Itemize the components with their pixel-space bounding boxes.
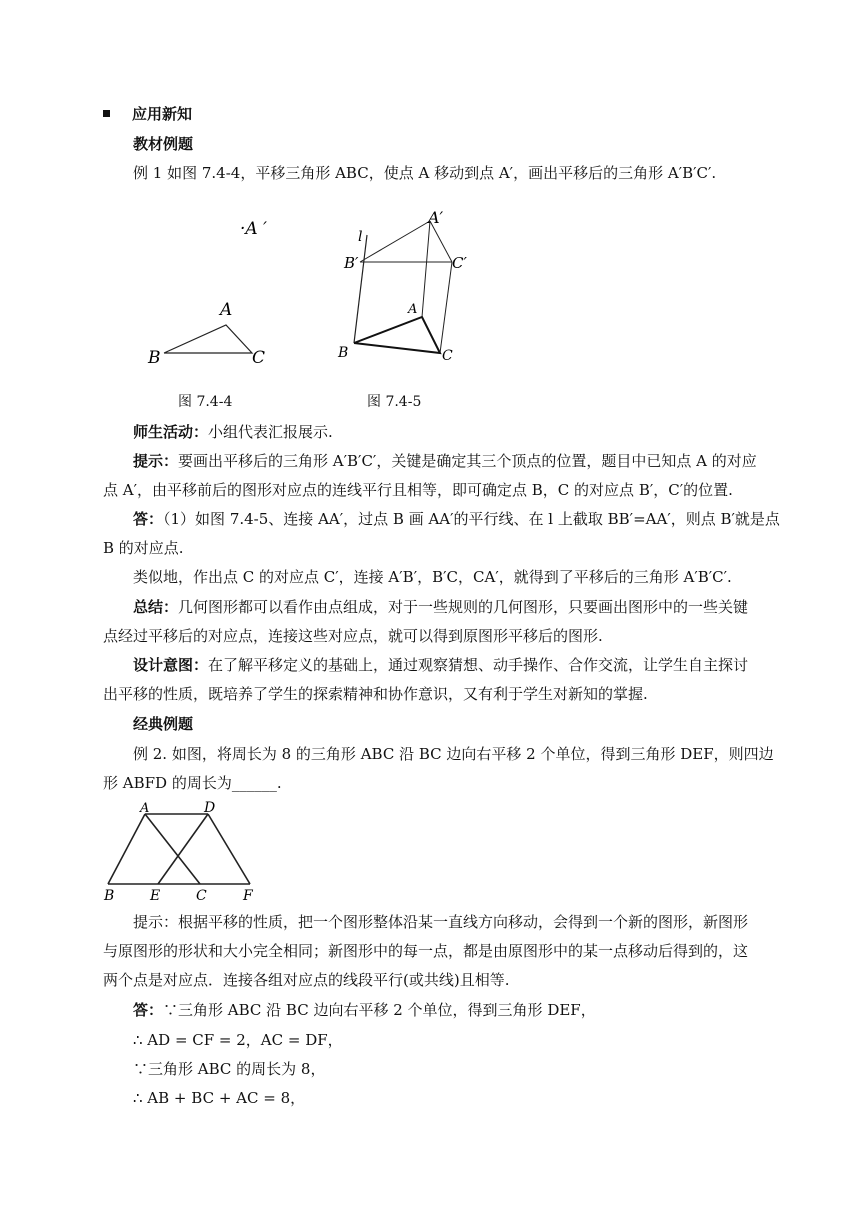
fig2-label-a: A xyxy=(408,302,418,317)
caption-7-4-5: 图 7.4-5 xyxy=(367,394,422,410)
segment-de xyxy=(158,814,208,884)
similar-line: 类似地，作出点 C 的对应点 C′，连接 A′B′，B′C，CA′，就得到了平移后的三角形 A′B′C′. xyxy=(133,568,732,586)
triangle-abc xyxy=(164,325,252,353)
fig3-label-b: B xyxy=(104,888,115,904)
classic-heading: 经典例题 xyxy=(133,715,194,733)
hint-line-1: 提示：要画出平移后的三角形 A′B′C′，关键是确定其三个顶点的位置，题目中已知点 A 的对应 xyxy=(133,452,757,470)
segment-a-a1 xyxy=(422,221,430,317)
textbook-heading: 教材例题 xyxy=(133,135,194,153)
summary-line-1: 总结：几何图形都可以看作由点组成，对于一些规则的几何图形，只要画出图形中的一些关键 xyxy=(133,598,749,616)
hint2-line-3: 两个点是对应点．连接各组对应点的线段平行(或共线)且相等. xyxy=(103,971,510,989)
hint-line-2: 点 A′，由平移前后的图形对应点的连线平行且相等，即可确定点 B，C 的对应点 B′，C′的位置. xyxy=(103,481,733,499)
fig1-label-a-prime: ·A ′ xyxy=(240,219,267,239)
figure-7-4-5 xyxy=(330,205,480,375)
triangle-abc-bold xyxy=(354,317,440,353)
segment-df xyxy=(208,814,250,884)
segment-c-c1 xyxy=(440,262,452,353)
square-bullet-icon xyxy=(103,110,110,117)
example-2-line-1: 例 2. 如图，将周长为 8 的三角形 ABC 沿 BC 边向右平移 2 个单位，得到三角形 DEF，则四边 xyxy=(133,745,774,763)
segment-ab xyxy=(108,814,145,884)
fig2-label-a-prime: A′ xyxy=(428,208,444,227)
fig3-label-c: C xyxy=(196,888,207,904)
answer2-line-3: ∵三角形 ABC 的周长为 8， xyxy=(133,1060,326,1078)
fig2-label-b: B xyxy=(338,345,349,361)
fig3-label-a: A xyxy=(140,801,150,816)
hint2-line-1: 提示：根据平移的性质，把一个图形整体沿某一直线方向移动，会得到一个新的图形，新图形 xyxy=(133,913,749,931)
summary-line-2: 点经过平移后的对应点，连接这些对应点，就可以得到原图形平移后的图形. xyxy=(103,627,603,645)
fig1-label-c: C xyxy=(252,348,266,368)
figure-abfd xyxy=(100,800,270,908)
fig2-label-l: l xyxy=(358,229,363,245)
hint2-line-2: 与原图形的形状和大小完全相同；新图形中的每一点，都是由原图形中的某一点移动后得到的，这 xyxy=(103,942,749,960)
example-1-text: 例 1 如图 7.4-4，平移三角形 ABC，使点 A 移动到点 A′，画出平移后的三角形 A′B′C′. xyxy=(133,164,717,182)
section-heading: 应用新知 xyxy=(103,104,763,124)
example-2-line-2: 形 ABFD 的周长为______. xyxy=(103,774,282,792)
design-line-2: 出平移的性质，既培养了学生的探索精神和协作意识，又有利于学生对新知的掌握. xyxy=(103,685,648,703)
fig3-label-e: E xyxy=(150,888,161,904)
figure-7-4-4 xyxy=(140,205,280,375)
answer2-line-2: ∴ AD = CF = 2，AC = DF， xyxy=(133,1031,343,1049)
answer-line-2: B 的对应点. xyxy=(103,539,184,557)
design-line-1: 设计意图：在了解平移定义的基础上，通过观察猜想、动手操作、合作交流，让学生自主探讨 xyxy=(133,656,749,674)
segment-b1-a1 xyxy=(360,221,430,262)
segment-ac xyxy=(145,814,200,884)
answer-line-1: 答：（1）如图 7.4-5、连接 AA′，过点 B 画 AA′的平行线、在 l 上截取 BB′=AA′，则点 B′就是点 xyxy=(133,510,780,528)
answer2-line-1: 答：∵三角形 ABC 沿 BC 边向右平移 2 个单位，得到三角形 DEF， xyxy=(133,1001,596,1019)
fig3-label-f: F xyxy=(243,888,253,904)
caption-7-4-4: 图 7.4-4 xyxy=(178,394,233,410)
fig2-label-c: C xyxy=(442,348,453,364)
answer2-line-4: ∴ AB + BC + AC = 8， xyxy=(133,1089,306,1107)
segment-a1-c1 xyxy=(430,221,452,262)
fig3-label-d: D xyxy=(204,800,216,816)
fig2-label-c-prime: C′ xyxy=(452,254,467,272)
fig2-label-b-prime: B′ xyxy=(344,254,359,272)
fig1-label-a: A xyxy=(220,300,233,320)
fig1-label-b: B xyxy=(148,348,161,368)
line-l xyxy=(354,235,367,343)
activity-line: 师生活动：小组代表汇报展示. xyxy=(133,423,333,441)
